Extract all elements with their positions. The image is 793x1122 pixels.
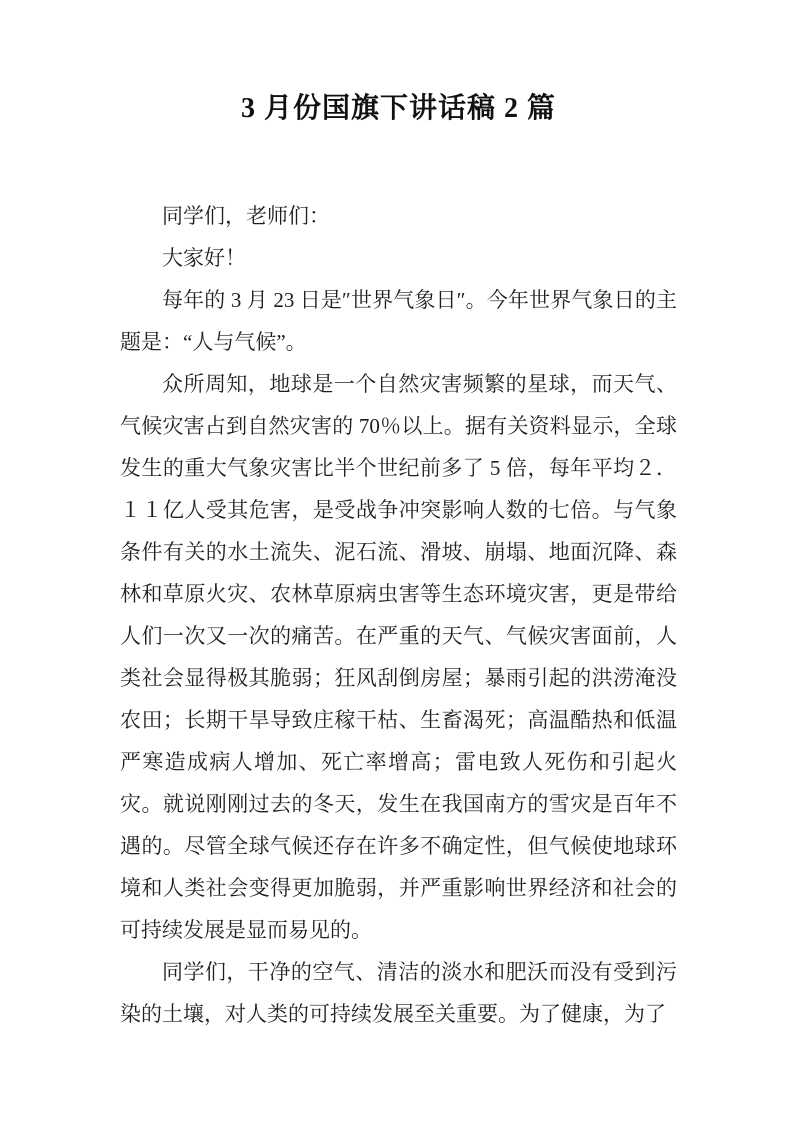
paragraph-intro: 每年的 3 月 23 日是″世界气象日″。今年世界气象日的主题是：“人与气候”。 bbox=[120, 288, 677, 354]
paragraph-main: 众所周知，地球是一个自然灾害频繁的星球，而天气、气候灾害占到自然灾害的 70％以上。据有关资料显示，全球发生的重大气象灾害比半个世纪前多了 5 倍，每年平均２．１１亿人受其危害，是受战争冲突影响人数的七倍。与气象条件有关的水土流失、泥石流、滑坡、崩塌、地面沉降、森林和草原火灾、农林草原病虫害等生态环境灾害，更是带给人们一次又一次的痛苦。在严重的天气、气候灾害面前，人类社会显得极其脆弱；狂风刮倒房屋；暴雨引起的洪涝淹没农田；长期干旱导致庄稼干枯、生畜渴死；高温酷热和低温严寒造成病人增加、死亡率增高；雷电致人死伤和引起火灾。就说刚刚过去的冬天，发生在我国南方的雪灾是百年不遇的。尽管全球气候还存在许多不确定性，但气候使地球环境和人类社会变得更加脆弱，并严重影响世界经济和社会的可持续发展是显而易见的。 bbox=[120, 372, 677, 942]
document-title: 3 月份国旗下讲话稿 2 篇 bbox=[240, 93, 556, 124]
paragraph-salutation: 同学们，老师们： bbox=[162, 204, 330, 228]
paragraph-greeting: 大家好！ bbox=[162, 246, 246, 270]
paragraph-closing: 同学们，干净的空气、清洁的淡水和肥沃而没有受到污染的土壤，对人类的可持续发展至关重要。为了健康，为了 bbox=[120, 960, 677, 1026]
document-body bbox=[120, 195, 677, 1035]
